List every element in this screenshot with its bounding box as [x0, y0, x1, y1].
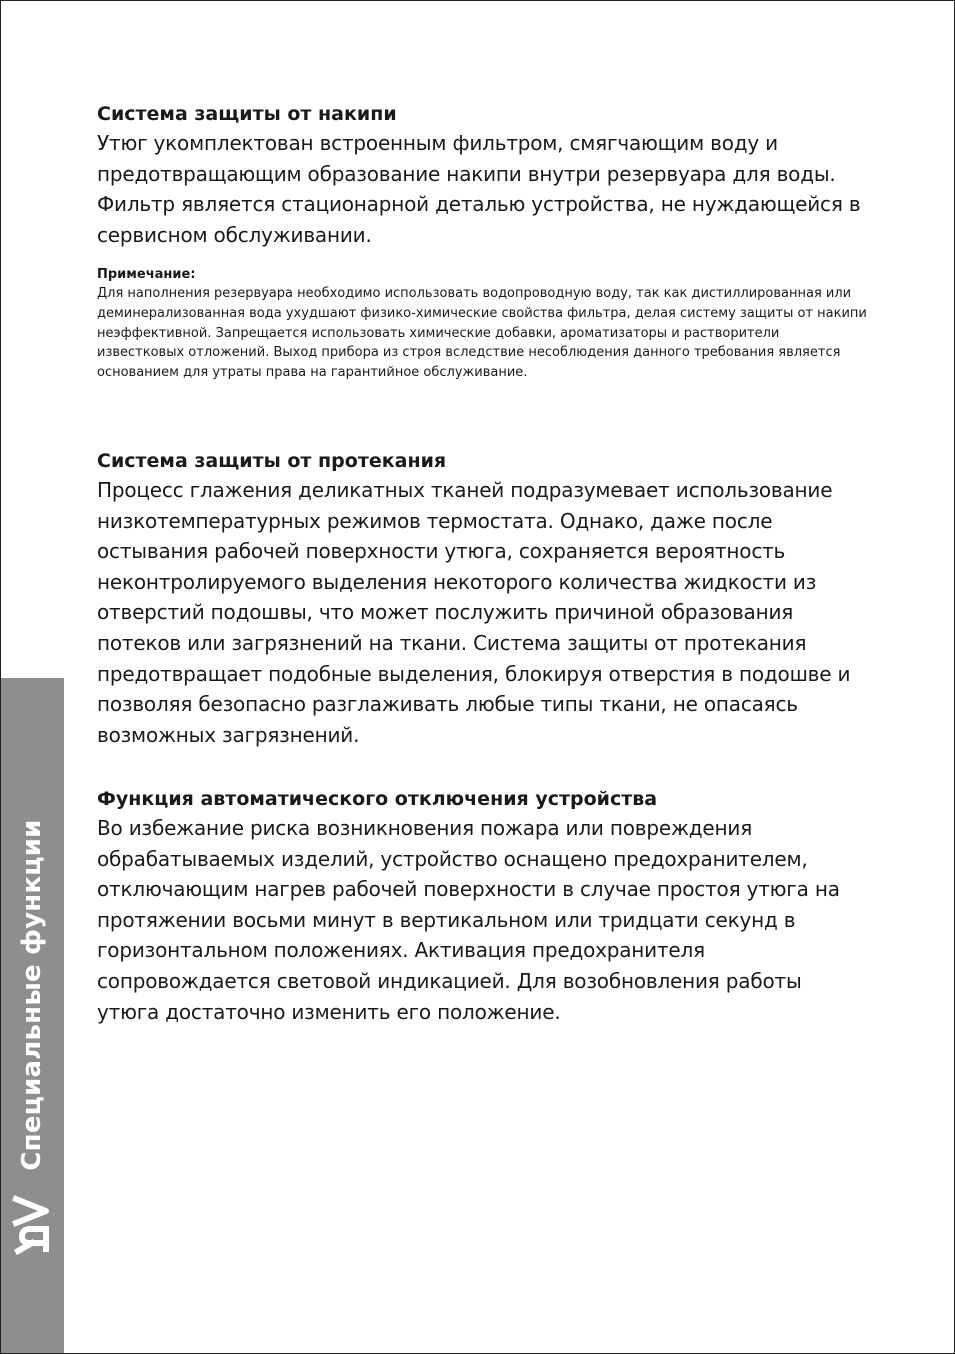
section-body: Во избежание риска возникновения пожара или повреждения обрабатываемых изделий, устройство оснащено предохранителем, отключающим нагрев рабочей поверхности в случае простоя утюга на протяжении восьми минут в вертикальном или тридцати секунд в горизонтальном положениях. Активация предохранителя сопровождается световой индикацией. Для возобновления работы утюга достаточно изменить его положение.: [97, 816, 840, 1024]
section-title: Система защиты от протекания: [97, 450, 447, 472]
note-block: [97, 266, 867, 382]
section-body: Процесс глажения деликатных тканей подразумевает использование низкотемпературных режимов термостата. Однако, даже после остывания рабочей поверхности утюга, сохраняется вероятность неконтролируемого выделения некоторого количества жидкости из отверстий подошвы, что может послужить причиной образования потеков или загрязнений на ткани. Система защиты от протекания предотвращает подобные выделения, блокируя отверстия в подошве и позволяя безопасно разглаживать любые типы ткани, не опасаясь возможных загрязнений.: [97, 478, 851, 747]
section-title: Система защиты от накипи: [97, 103, 397, 125]
note-body: Для наполнения резервуара необходимо использовать водопроводную воду, так как дистиллированная или деминерализованная вода ухудшают физико-химические свойства фильтра, делая систему защиты от накипи неэффективной. Запрещается использовать химические добавки, ароматизаторы и растворители известковых отложений. Выход прибора из строя вследствие несоблюдения данного требования является основанием для утраты права на гарантийное обслуживание.: [97, 286, 867, 380]
section-title: Функция автоматического отключения устройства: [97, 788, 658, 810]
section-auto-shutoff: [97, 785, 867, 1027]
section-scale-protection: [97, 100, 867, 382]
vr-logo-icon: [12, 1193, 52, 1255]
sidebar-title: Специальные функции: [17, 819, 47, 1171]
page-content: [97, 100, 867, 1024]
section-body: Утюг укомплектован встроенным фильтром, смягчающим воду и предотвращающим образование накипи внутри резервуара для воды. Фильтр является стационарной деталью устройства, не нуждающейся в сервисном обслуживании.: [97, 131, 861, 247]
section-drip-protection: [97, 447, 867, 750]
note-title: Примечание:: [97, 267, 196, 283]
